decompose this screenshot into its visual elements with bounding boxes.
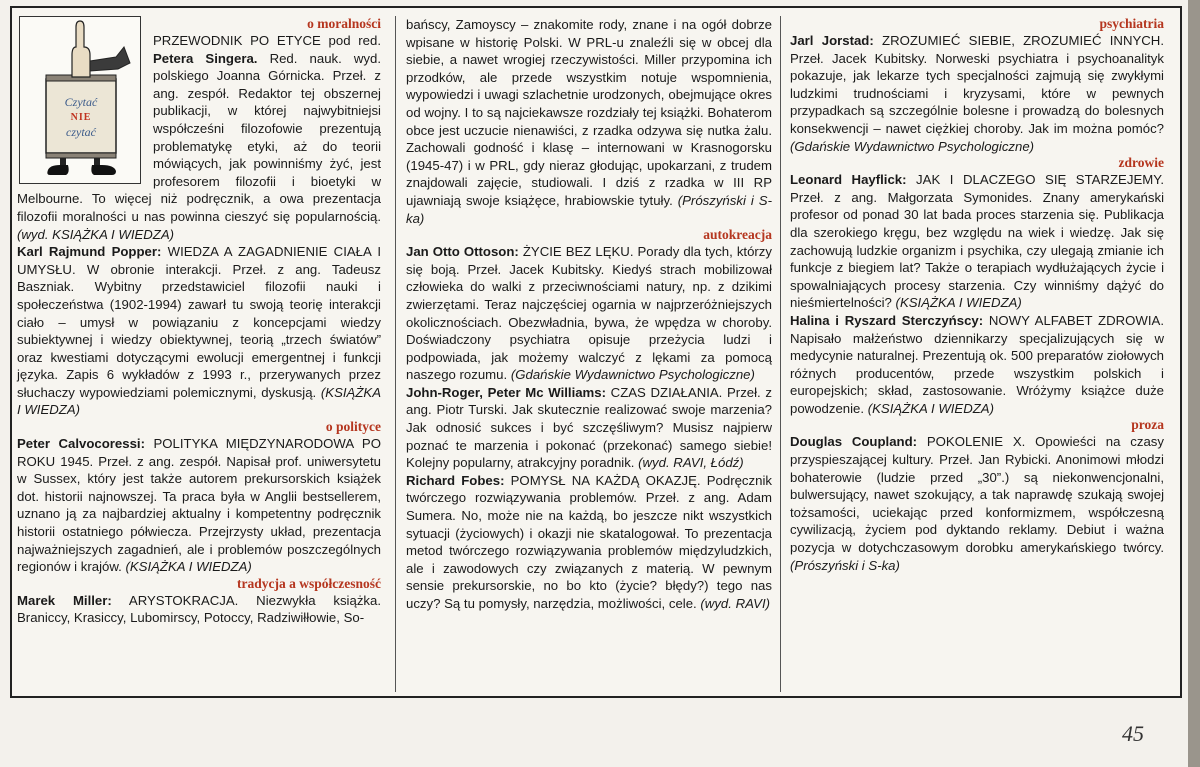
publisher: (KSIĄŻKA I WIEDZA) [891,295,1022,311]
czytac-nie-czytac-illustration [19,16,141,184]
caption-line-1: Czytać [64,95,98,109]
review-text: POLITYKA MIĘDZYNARODOWA PO ROKU 1945. Przeł. z ang. zespół. Napisał prof. uniwersytetu w Sussex, który jest także autorem prekursorskich książek dot. historii najnowszej. Ta praca była w Anglii bestsellerem, uznano ją za najbardziej aktualny i kompetentny podręcznik historii ostatniego półwiecza. Przejrzysty układ, prezentacja najważniejszych zagadnień, ale i problemów poszczególnych regionów i krajów. [17,436,381,575]
author-name: Petera Singera. [153,50,258,66]
review-entry [406,384,772,472]
review-entry [17,592,381,627]
publisher: (KSIĄŻKA I WIEDZA) [17,384,381,418]
book-title: PRZEWODNIK PO ETYCE pod red. [153,33,381,48]
caption-line-3: czytać [66,125,96,139]
publisher: (Prószyński i S-ka) [790,557,900,573]
review-box [10,6,1182,698]
author-name: Marek Miller: [17,592,112,608]
review-text: ARYSTOKRACJA. Niezwykła książka. Braniccy, Krasiccy, Lubomirscy, Potoccy, Radziwiłłowie, So- [17,592,381,626]
review-entry [406,16,772,227]
review-entry [406,243,772,384]
author-name: Leonard Hayflick: [790,172,907,188]
review-text: WIEDZA A ZAGADNIENIE CIAŁA I UMYSŁU. W obronie interakcji. Przeł. z ang. Tadeusz Baszniak. Wybitny przedstawiciel filozofii nauki i społeczeństwa (1902-1994) zawarł tu swoją teorię interakcji ciało – umysł w powiązaniu z koncepcjami wiedzy subiektywnej i wiedzy obiektywnej, teorią „trzech światów” oraz kwestiami dotyczącymi ewolucji emergentnej i funkcji języka. Zapis 6 wykładów z 1993 r., przerywanych przez słuchaczy wypowiedziami polemicznymi, dyskusją. [17,244,381,400]
page-edge [1188,0,1200,767]
review-entry [790,171,1164,312]
column-1 [17,16,381,627]
review-entry [790,433,1164,574]
review-entry [790,32,1164,155]
review-entry [790,312,1164,418]
caption-line-2: NIE [70,112,92,123]
category-heading: proza [1131,417,1164,433]
author-name: Halina i Ryszard Sterczyńscy: [790,312,984,328]
review-entry [17,435,381,576]
column-divider [780,16,781,692]
column-3 [790,16,1164,574]
author-name: Peter Calvocoressi: [17,436,145,452]
category-heading: tradycja a współczesność [237,575,381,591]
publisher: (Gdańskie Wydawnictwo Psychologiczne) [790,138,1035,154]
page-number: 45 [1122,721,1144,746]
column-2 [406,16,772,613]
review-text: bańscy, Zamoyscy – znakomite rody, znane i na ogół dobrze wpisane w historię Polski. W PRL-u znaleźli się w obcej dla siebie, a nawet wrogiej rzeczywistości. Miller przypomina ich przodków, ale przede wszystkim notuje wspomnienia, wypowiedzi i uwagi szlachetnie urodzonych, obejmujące okres od wojny. I to są najciekawsze rozdziały tej książki. Bohaterom obce jest uczucie nienawiści, z rzadka odzywa się nutka żalu. Zachowali godność i klasę – internowani w Krasnogorsku (1945-47) i w PRL, gdy nieraz głodując, upokarzani, z trudem znajdowali zajęcie, studiowali. I dziś z rzadka w III RP ujawniają swoje książęce, hrabiowskie tytuły. [406,17,772,208]
category-heading: autokreacja [703,227,772,243]
review-text: POMYSŁ NA KAŻDĄ OKAZJĘ. Podręcznik twórczego rozwiązywania problemów. Przeł. z ang. Adam Sumera. No, może nie na każdą, bo jeszcze nikt wszystkich sytuacji (życiowych) i okazji nie skatalogował. To prezentacja metod twórczego rozwiązywania problemów międzyludzkich, ale i zawodowych czy związanych z materią. W pewnym sensie prekursorskie, no bo kto (życie? błędy?) tego nas uczy? Są tu pomysły, narzędzia, możliwości, cele. [406,472,772,611]
author-name: Douglas Coupland: [790,434,918,450]
review-text: Red. nauk. wyd. polskiego Joanna Górnicka. Przeł. z ang. zespół. Redaktor tej obszernej publikacji, w której najwybitniejsi współcześni filozofowie prezentują problematykę etyki, aż do teorii mówiących, jak powinniśmy żyć, jest profesorem filozofii i bioetyki w Melbourne. To więcej niż podręcznik, a owa prezentacja filozofii moralności u nas powinna cieszyć się popularnością. [17,50,381,224]
column-divider [395,16,396,692]
review-text: ŻYCIE BEZ LĘKU. Porady dla tych, którzy się boją. Przeł. Jacek Kubitsky. Kiedyś strach mobilizował człowieka do walki z przeciwnościami natury, np. z dzikimi zwierzętami. Teraz najczęściej ogarnia w najprzeróżniejszych okolicznościach. Obezwładnia, bywa, że wpędza w choroby. Doświadczony psychiatra opisuje przeżycia ludzi i podpowiada, jak możemy walczyć z lękami za pomocą naszego rozumu. [406,244,772,383]
author-name: Karl Rajmund Popper: [17,244,162,260]
illustration-caption [50,95,112,140]
publisher: (KSIĄŻKA I WIEDZA) [121,559,252,575]
review-entry [406,472,772,613]
publisher: (wyd. RAVI, Łódź) [634,455,744,471]
review-text: ZROZUMIEĆ SIEBIE, ZROZUMIEĆ INNYCH. Przeł. Jacek Kubitsky. Norweski psychiatra i psychoanalityk pokazuje, jak lekarze tych specjalności zajmują się zwykłymi ludzkimi trudnościami i kryzysami, które w pewnych przypadkach są szczególnie bolesne i prowadzą do bolesnych konsekwencji – nawet ciężkiej choroby. Jak im można pomóc? [790,33,1164,136]
category-heading: o moralności [307,16,381,31]
publisher: (KSIĄŻKA I WIEDZA) [864,400,994,416]
publisher: (Prószyński i S-ka) [406,192,772,226]
publisher: (wyd. KSIĄŻKA I WIEDZA) [17,226,175,242]
publisher: (Gdańskie Wydawnictwo Psychologiczne) [507,367,755,383]
review-text: JAK I DLACZEGO SIĘ STARZEJEMY. Przeł. z ang. Małgorzata Symonides. Znany amerykański profesor od ponad 30 lat bada proces starzenia się. Publikacja dla szerokiego kręgu, bez względu na wiek i wiedzę. Jak się zachowują ludzkie organizm i psychika, czy ulegają zmianie ich funkcje z biegiem lat? Także o terapiach wydłużających życie i spowalniających procesy starzenia. Czy winniśmy dążyć do nieśmiertelności? [790,172,1164,311]
review-text: NOWY ALFABET ZDROWIA. Napisało małżeństwo dziennikarzy specjalizujących się w medycynie naturalnej. Prezentują ok. 500 preparatów ziołowych różnych producentów, przede wszystkim polskich i europejskich; skład, zastosowanie. Wróżymy książce duże powodzenie. [790,312,1164,416]
review-entry [17,243,381,419]
category-heading: psychiatria [1099,16,1164,31]
review-text: CZAS DZIAŁANIA. Przeł. z ang. Piotr Turski. Jak skutecznie realizować swoje marzenia? Jak odnosić sukces i być szczęśliwym? Musisz najpierw poznać te marzenia i pokonać (przekonać) samego siebie! Kolejny popularny, atrakcyjny poradnik. [406,384,772,471]
category-heading: zdrowie [1118,155,1164,171]
author-name: Jan Otto Ottoson: [406,244,519,260]
author-name: Richard Fobes: [406,472,505,488]
publisher: (wyd. RAVI) [696,596,771,611]
review-text: POKOLENIE X. Opowieści na czasy przyspieszającej kultury. Przeł. Jan Rybicki. Anonimowi młodzi bohaterowie (ludzie przed „30”.) są niekonwencjonalni, bulwersujący, nawet szokujący, a tak naprawdę szukają swojej tożsamości, uciekając przed konformizmem, współczesną cywilizacją, życiem pod dyktando reklamy. Debiut i ważna pozycja w dotychczasowym dorobku amerykańskiego twórcy. [790,434,1164,556]
author-name: John-Roger, Peter Mc Williams: [406,384,607,400]
category-heading: o polityce [325,419,381,435]
author-name: Jarl Jorstad: [790,33,874,48]
